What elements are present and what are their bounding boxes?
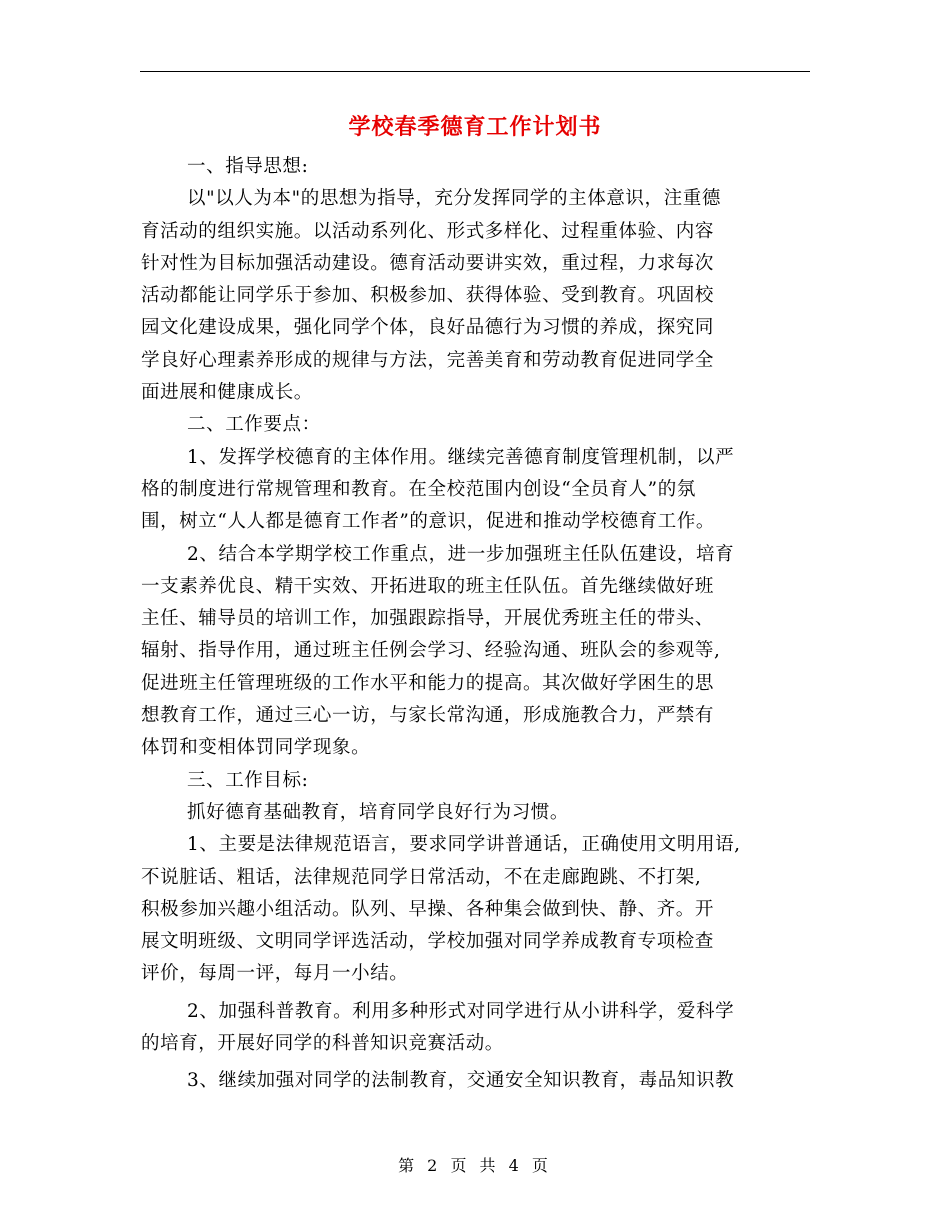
- document-body: [141, 151, 809, 1098]
- section-heading: 三、工作目标:: [187, 769, 309, 791]
- page-number: 第 2 页 共 4 页: [398, 1156, 552, 1175]
- paragraph-line: 辐射、指导作用，通过班主任例会学习、经验沟通、班队会的参观等,: [141, 640, 721, 662]
- document-title: 学校春季德育工作计划书: [348, 114, 602, 140]
- paragraph-line: 1、发挥学校德育的主体作用。继续完善德育制度管理机制，以严: [187, 446, 735, 468]
- section-heading: 一、指导思想:: [187, 156, 309, 177]
- paragraph-line: 2、结合本学期学校工作重点，进一步加强班主任队伍建设，培育: [187, 543, 735, 565]
- paragraph-line: 不说脏话、粗话，法律规范同学日常活动，不在走廊跑跳、不打架,: [141, 866, 702, 888]
- paragraph-line: 格的制度进行常规管理和教育。在全校范围内创设“全员育人”的氛: [141, 478, 696, 500]
- paragraph-line: 主任、辅导员的培训工作，加强跟踪指导，开展优秀班主任的带头、: [141, 608, 715, 630]
- paragraph-line: 以"以人为本"的思想为指导，充分发挥同学的主体意识，注重德: [187, 188, 721, 210]
- paragraph-line: 针对性为目标加强活动建设。德育活动要讲实效，重过程，力求每次: [141, 252, 715, 274]
- paragraph-line: 促进班主任管理班级的工作水平和能力的提高。其次做好学困生的思: [141, 672, 715, 694]
- paragraph-line: 1、主要是法律规范语言，要求同学讲普通话，正确使用文明用语,: [187, 834, 741, 856]
- paragraph-line: 的培育，开展好同学的科普知识竞赛活动。: [141, 1033, 504, 1055]
- paragraph-line: 2、加强科普教育。利用多种形式对同学进行从小讲科学，爱科学: [187, 1000, 735, 1022]
- paragraph-line: 育活动的组织实施。以活动系列化、形式多样化、过程重体验、内容: [141, 220, 715, 242]
- paragraph-line: 评价，每周一评，每月一小结。: [141, 963, 409, 985]
- paragraph-line: 体罚和变相体罚同学现象。: [141, 737, 371, 759]
- header-rule: [140, 71, 810, 72]
- paragraph-line: 抓好德育基础教育，培育同学良好行为习惯。: [187, 801, 570, 823]
- paragraph-line: 活动都能让同学乐于参加、积极参加、获得体验、受到教育。巩固校: [141, 285, 715, 307]
- paragraph-line: 围，树立“人人都是德育工作者”的意识，促进和推动学校德育工作。: [141, 511, 716, 533]
- section-heading: 二、工作要点：: [187, 414, 321, 436]
- paragraph-line: 园文化建设成果，强化同学个体，良好品德行为习惯的养成，探究同: [141, 317, 715, 339]
- paragraph-line: 学良好心理素养形成的规律与方法，完善美育和劳动教育促进同学全: [141, 349, 715, 371]
- paragraph-line: 面进展和健康成长。: [141, 382, 313, 404]
- paragraph-line: 展文明班级、文明同学评选活动，学校加强对同学养成教育专项检查: [141, 931, 715, 953]
- paragraph-line: 积极参加兴趣小组活动。队列、早操、各种集会做到快、静、齐。开: [141, 898, 715, 920]
- paragraph-line: 想教育工作，通过三心一访，与家长常沟通，形成施教合力，严禁有: [141, 705, 715, 727]
- paragraph-line: 3、继续加强对同学的法制教育，交通安全知识教育，毒品知识教: [187, 1070, 735, 1092]
- paragraph-line: 一支素养优良、精干实效、开拓进取的班主任队伍。首先继续做好班: [141, 575, 715, 597]
